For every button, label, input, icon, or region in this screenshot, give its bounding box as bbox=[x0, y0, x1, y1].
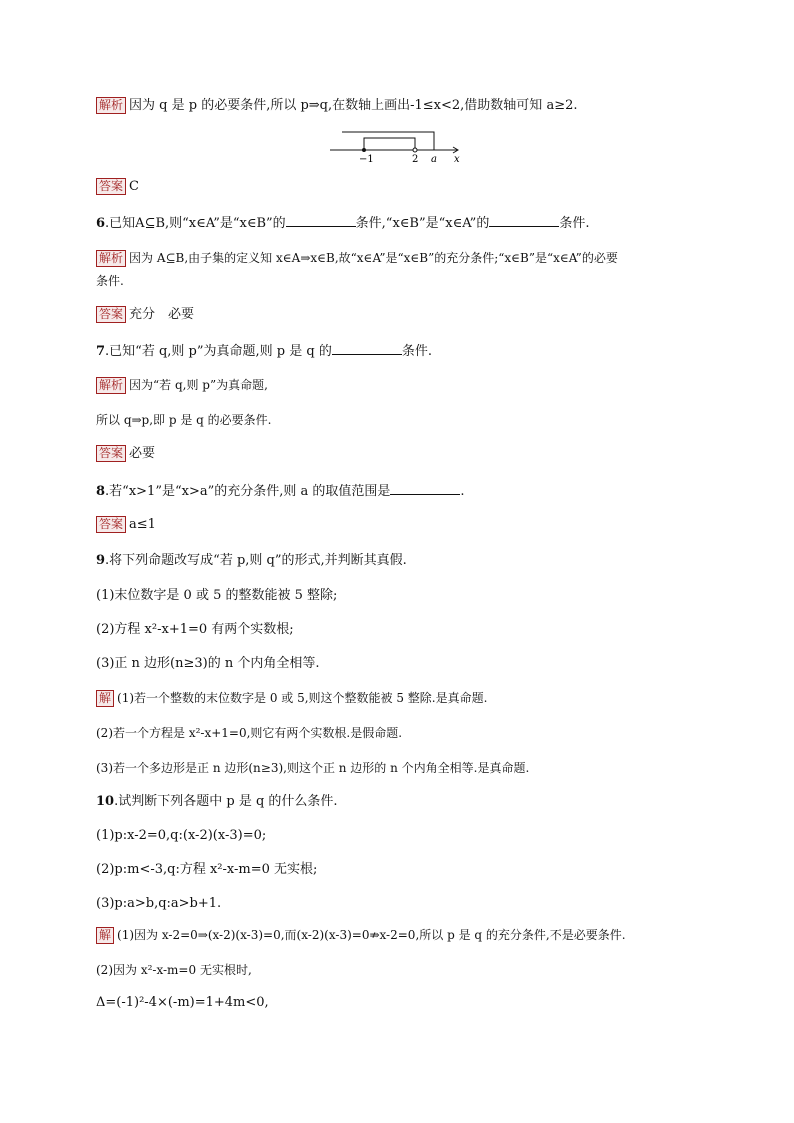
q9-number: 9 bbox=[96, 553, 106, 568]
q8-blank bbox=[390, 482, 460, 495]
q10-solution-2: (2)因为 x²-x-m=0 无实根时, bbox=[96, 963, 252, 977]
q6-analysis-cont: 条件. bbox=[96, 274, 124, 288]
q9-item-3: (3)正 n 边形(n≥3)的 n 个内角全相等. bbox=[96, 656, 320, 671]
interval-bracket bbox=[364, 138, 415, 150]
q5-analysis-text: 因为 q 是 p 的必要条件,所以 p⇒q,在数轴上画出-1≤x<2,借助数轴可知 a≥2. bbox=[129, 98, 578, 113]
axis-label-x: x bbox=[454, 154, 460, 164]
q9-item-1: (1)末位数字是 0 或 5 的整数能被 5 整除; bbox=[96, 588, 338, 603]
q5-answer-text: C bbox=[129, 179, 139, 194]
q6-blank-2 bbox=[489, 214, 559, 227]
q10-solution-1-text: (1)因为 x-2=0⇒(x-2)(x-3)=0,而(x-2)(x-3)=0⇏x-2=0,所以 p 是 q 的充分条件,不是必要条件. bbox=[117, 928, 626, 942]
q10-solution-3: Δ=(-1)²-4×(-m)=1+4m<0, bbox=[96, 995, 269, 1010]
q7-text-b: 条件. bbox=[401, 344, 432, 359]
q10-question bbox=[96, 793, 338, 811]
analysis-tag: 解析 bbox=[96, 250, 126, 267]
q9-question bbox=[96, 552, 407, 570]
q7-answer bbox=[96, 445, 155, 463]
q6-analysis bbox=[96, 249, 618, 267]
q5-answer bbox=[96, 178, 139, 196]
q7-analysis-cont: 所以 q⇒p,即 p 是 q 的必要条件. bbox=[96, 413, 272, 427]
q8-question bbox=[96, 482, 465, 501]
q9-solution-1-text: (1)若一个整数的末位数字是 0 或 5,则这个整数能被 5 整除.是真命题. bbox=[117, 691, 488, 705]
closed-point bbox=[362, 148, 366, 152]
q7-analysis-l1: 因为“若 q,则 p”为真命题, bbox=[129, 378, 268, 392]
solution-tag: 解 bbox=[96, 927, 114, 944]
q5-analysis bbox=[96, 97, 577, 115]
q6-number: 6 bbox=[96, 216, 106, 231]
open-point bbox=[413, 148, 417, 152]
q6-analysis-l1: 因为 A⊆B,由子集的定义知 x∈A⇒x∈B,故“x∈A”是“x∈B”的充分条件;“x∈B”是“x∈A”的必要 bbox=[129, 251, 618, 265]
answer-tag: 答案 bbox=[96, 445, 126, 462]
q10-item-2: (2)p:m<-3,q:方程 x²-x-m=0 无实根; bbox=[96, 862, 318, 877]
analysis-tag: 解析 bbox=[96, 97, 126, 114]
answer-tag: 答案 bbox=[96, 516, 126, 533]
q6-question bbox=[96, 214, 589, 233]
q8-number: 8 bbox=[96, 484, 106, 499]
range-bracket bbox=[342, 132, 434, 150]
q7-question bbox=[96, 342, 432, 361]
q10-text: .试判断下列各题中 p 是 q 的什么条件. bbox=[114, 794, 338, 809]
analysis-tag: 解析 bbox=[96, 377, 126, 394]
q8-text-a: .若“x>1”是“x>a”的充分条件,则 a 的取值范围是 bbox=[105, 484, 391, 499]
q10-solution-1 bbox=[96, 926, 626, 944]
tick-label-a: a bbox=[431, 154, 437, 164]
answer-tag: 答案 bbox=[96, 306, 126, 323]
tick-label-neg1: −1 bbox=[359, 154, 374, 164]
q7-text-a: .已知“若 q,则 p”为真命题,则 p 是 q 的 bbox=[105, 344, 332, 359]
q7-answer-text: 必要 bbox=[129, 446, 156, 461]
q9-solution-2: (2)若一个方程是 x²-x+1=0,则它有两个实数根.是假命题. bbox=[96, 726, 403, 740]
number-line-figure bbox=[330, 128, 470, 164]
q9-solution-1 bbox=[96, 689, 487, 707]
q10-item-3: (3)p:a>b,q:a>b+1. bbox=[96, 896, 222, 911]
q9-item-2: (2)方程 x²-x+1=0 有两个实数根; bbox=[96, 622, 294, 637]
q6-answer-text: 充分 必要 bbox=[129, 307, 195, 322]
q6-text-c: 条件. bbox=[559, 216, 590, 231]
solution-tag: 解 bbox=[96, 690, 114, 707]
q7-blank bbox=[332, 342, 402, 355]
q10-item-1: (1)p:x-2=0,q:(x-2)(x-3)=0; bbox=[96, 828, 267, 843]
q8-text-b: . bbox=[460, 484, 465, 499]
q10-number: 10 bbox=[96, 794, 115, 809]
q6-answer bbox=[96, 306, 194, 324]
q8-answer-text: a≤1 bbox=[129, 517, 156, 532]
q6-text-a: .已知A⊆B,则“x∈A”是“x∈B”的 bbox=[105, 216, 286, 231]
q9-text: .将下列命题改写成“若 p,则 q”的形式,并判断其真假. bbox=[105, 553, 407, 568]
q7-number: 7 bbox=[96, 344, 106, 359]
tick-label-2: 2 bbox=[412, 154, 419, 164]
answer-tag: 答案 bbox=[96, 178, 126, 195]
q7-analysis bbox=[96, 376, 268, 394]
q8-answer bbox=[96, 516, 156, 534]
q9-solution-3: (3)若一个多边形是正 n 边形(n≥3),则这个正 n 边形的 n 个内角全相等.是真命题. bbox=[96, 761, 530, 775]
q6-blank-1 bbox=[286, 214, 356, 227]
q6-text-b: 条件,“x∈B”是“x∈A”的 bbox=[355, 216, 490, 231]
